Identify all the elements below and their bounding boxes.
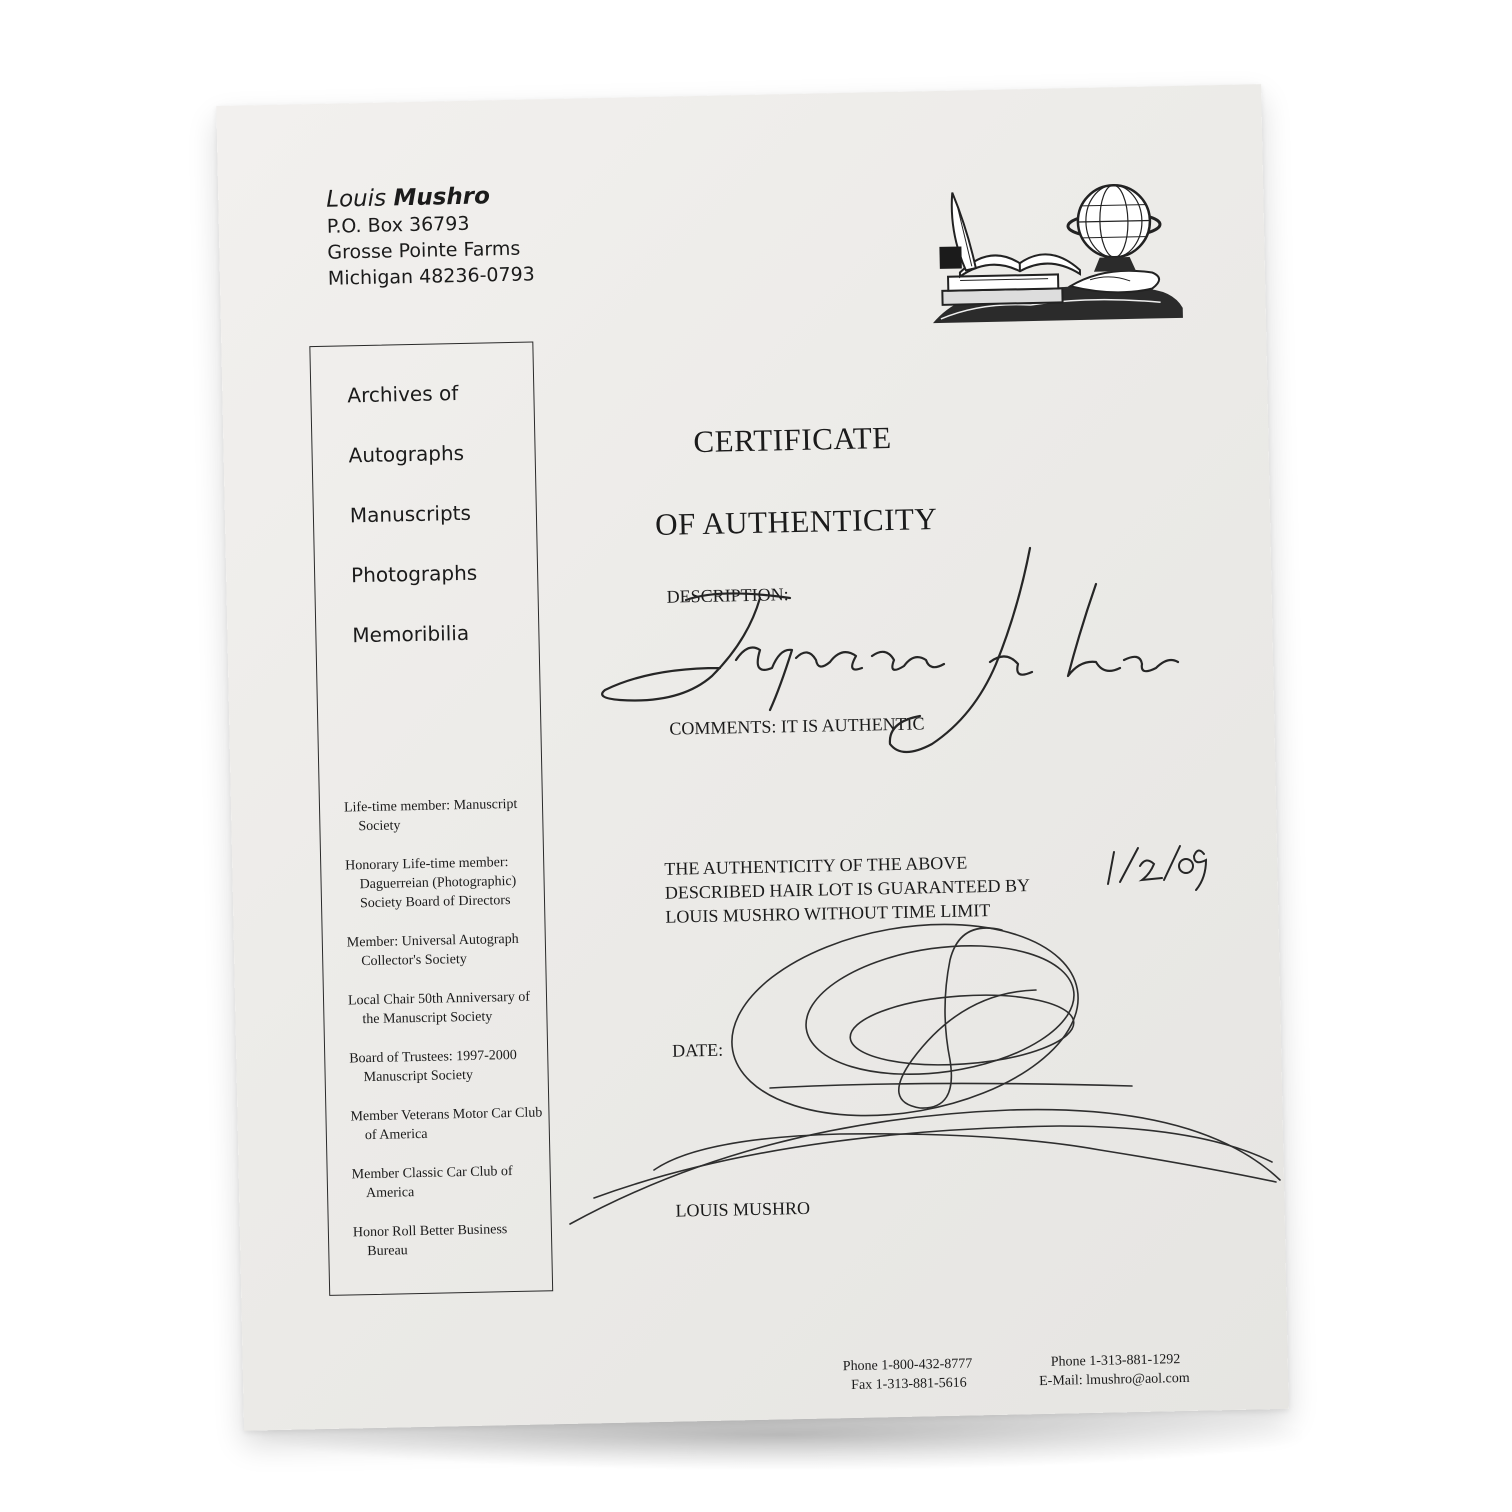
letterhead	[326, 181, 535, 291]
globe-and-books-icon	[918, 168, 1191, 334]
membership-item: Member Classic Car Club of America	[351, 1164, 513, 1202]
contact-block-left	[843, 1354, 973, 1395]
membership-item: Local Chair 50th Anniversary of the Manuscript Society	[347, 989, 531, 1028]
address-line-2: Grosse Pointe Farms	[327, 237, 521, 264]
letterhead-first-name: Louis	[326, 185, 387, 213]
membership-item: Life-time member: Manuscript Society	[343, 796, 518, 835]
signer-name: LOUIS MUSHRO	[675, 1197, 811, 1221]
comments-label: COMMENTS: IT IS AUTHENTIC	[669, 713, 925, 739]
service-item: Photographs	[350, 560, 478, 588]
service-item: Manuscripts	[349, 500, 472, 528]
address-line-1: P.O. Box 36793	[326, 212, 470, 238]
address-line-3: Michigan 48236-0793	[327, 263, 536, 290]
service-item: Autographs	[348, 440, 465, 468]
contact-block-right	[1039, 1350, 1190, 1391]
letterhead-name	[326, 181, 533, 213]
certificate-title: CERTIFICATE	[693, 419, 893, 460]
membership-item: Board of Trustees: 1997-2000 Manuscript Society	[349, 1047, 518, 1086]
service-item: Memoribilia	[352, 620, 470, 648]
date-label: DATE:	[671, 1039, 724, 1061]
membership-item: Member: Universal Autograph Collector's Society	[346, 931, 519, 970]
description-label: DESCRIPTION:	[666, 584, 789, 607]
membership-item: Honorary Life-time member: Daguerreian (Photographic) Society Board of Directors	[345, 855, 517, 912]
services-sidebar	[309, 341, 553, 1295]
service-item: Archives of	[347, 381, 459, 408]
membership-item: Member Veterans Motor Car Club of America	[350, 1105, 543, 1144]
services-list	[347, 378, 479, 681]
phone-number-2: Phone 1-313-881-1292	[1050, 1352, 1181, 1370]
certificate-sheet	[216, 84, 1289, 1431]
guarantee-text: THE AUTHENTICITY OF THE ABOVE DESCRIBED HAIR LOT IS GUARANTEED BY LOUIS MUSHRO WITHOUT TIME LIMIT	[664, 852, 1030, 927]
membership-item: Honor Roll Better Business Bureau	[352, 1222, 508, 1260]
fax-number: Fax 1-313-881-5616	[851, 1375, 967, 1394]
certificate-subtitle: OF AUTHENTICITY	[654, 501, 938, 542]
email-address: E-Mail: lmushro@aol.com	[1039, 1370, 1190, 1390]
letterhead-last-name: Mushro	[393, 183, 491, 212]
phone-number-1: Phone 1-800-432-8777	[842, 1356, 973, 1375]
memberships-list	[344, 794, 550, 1281]
